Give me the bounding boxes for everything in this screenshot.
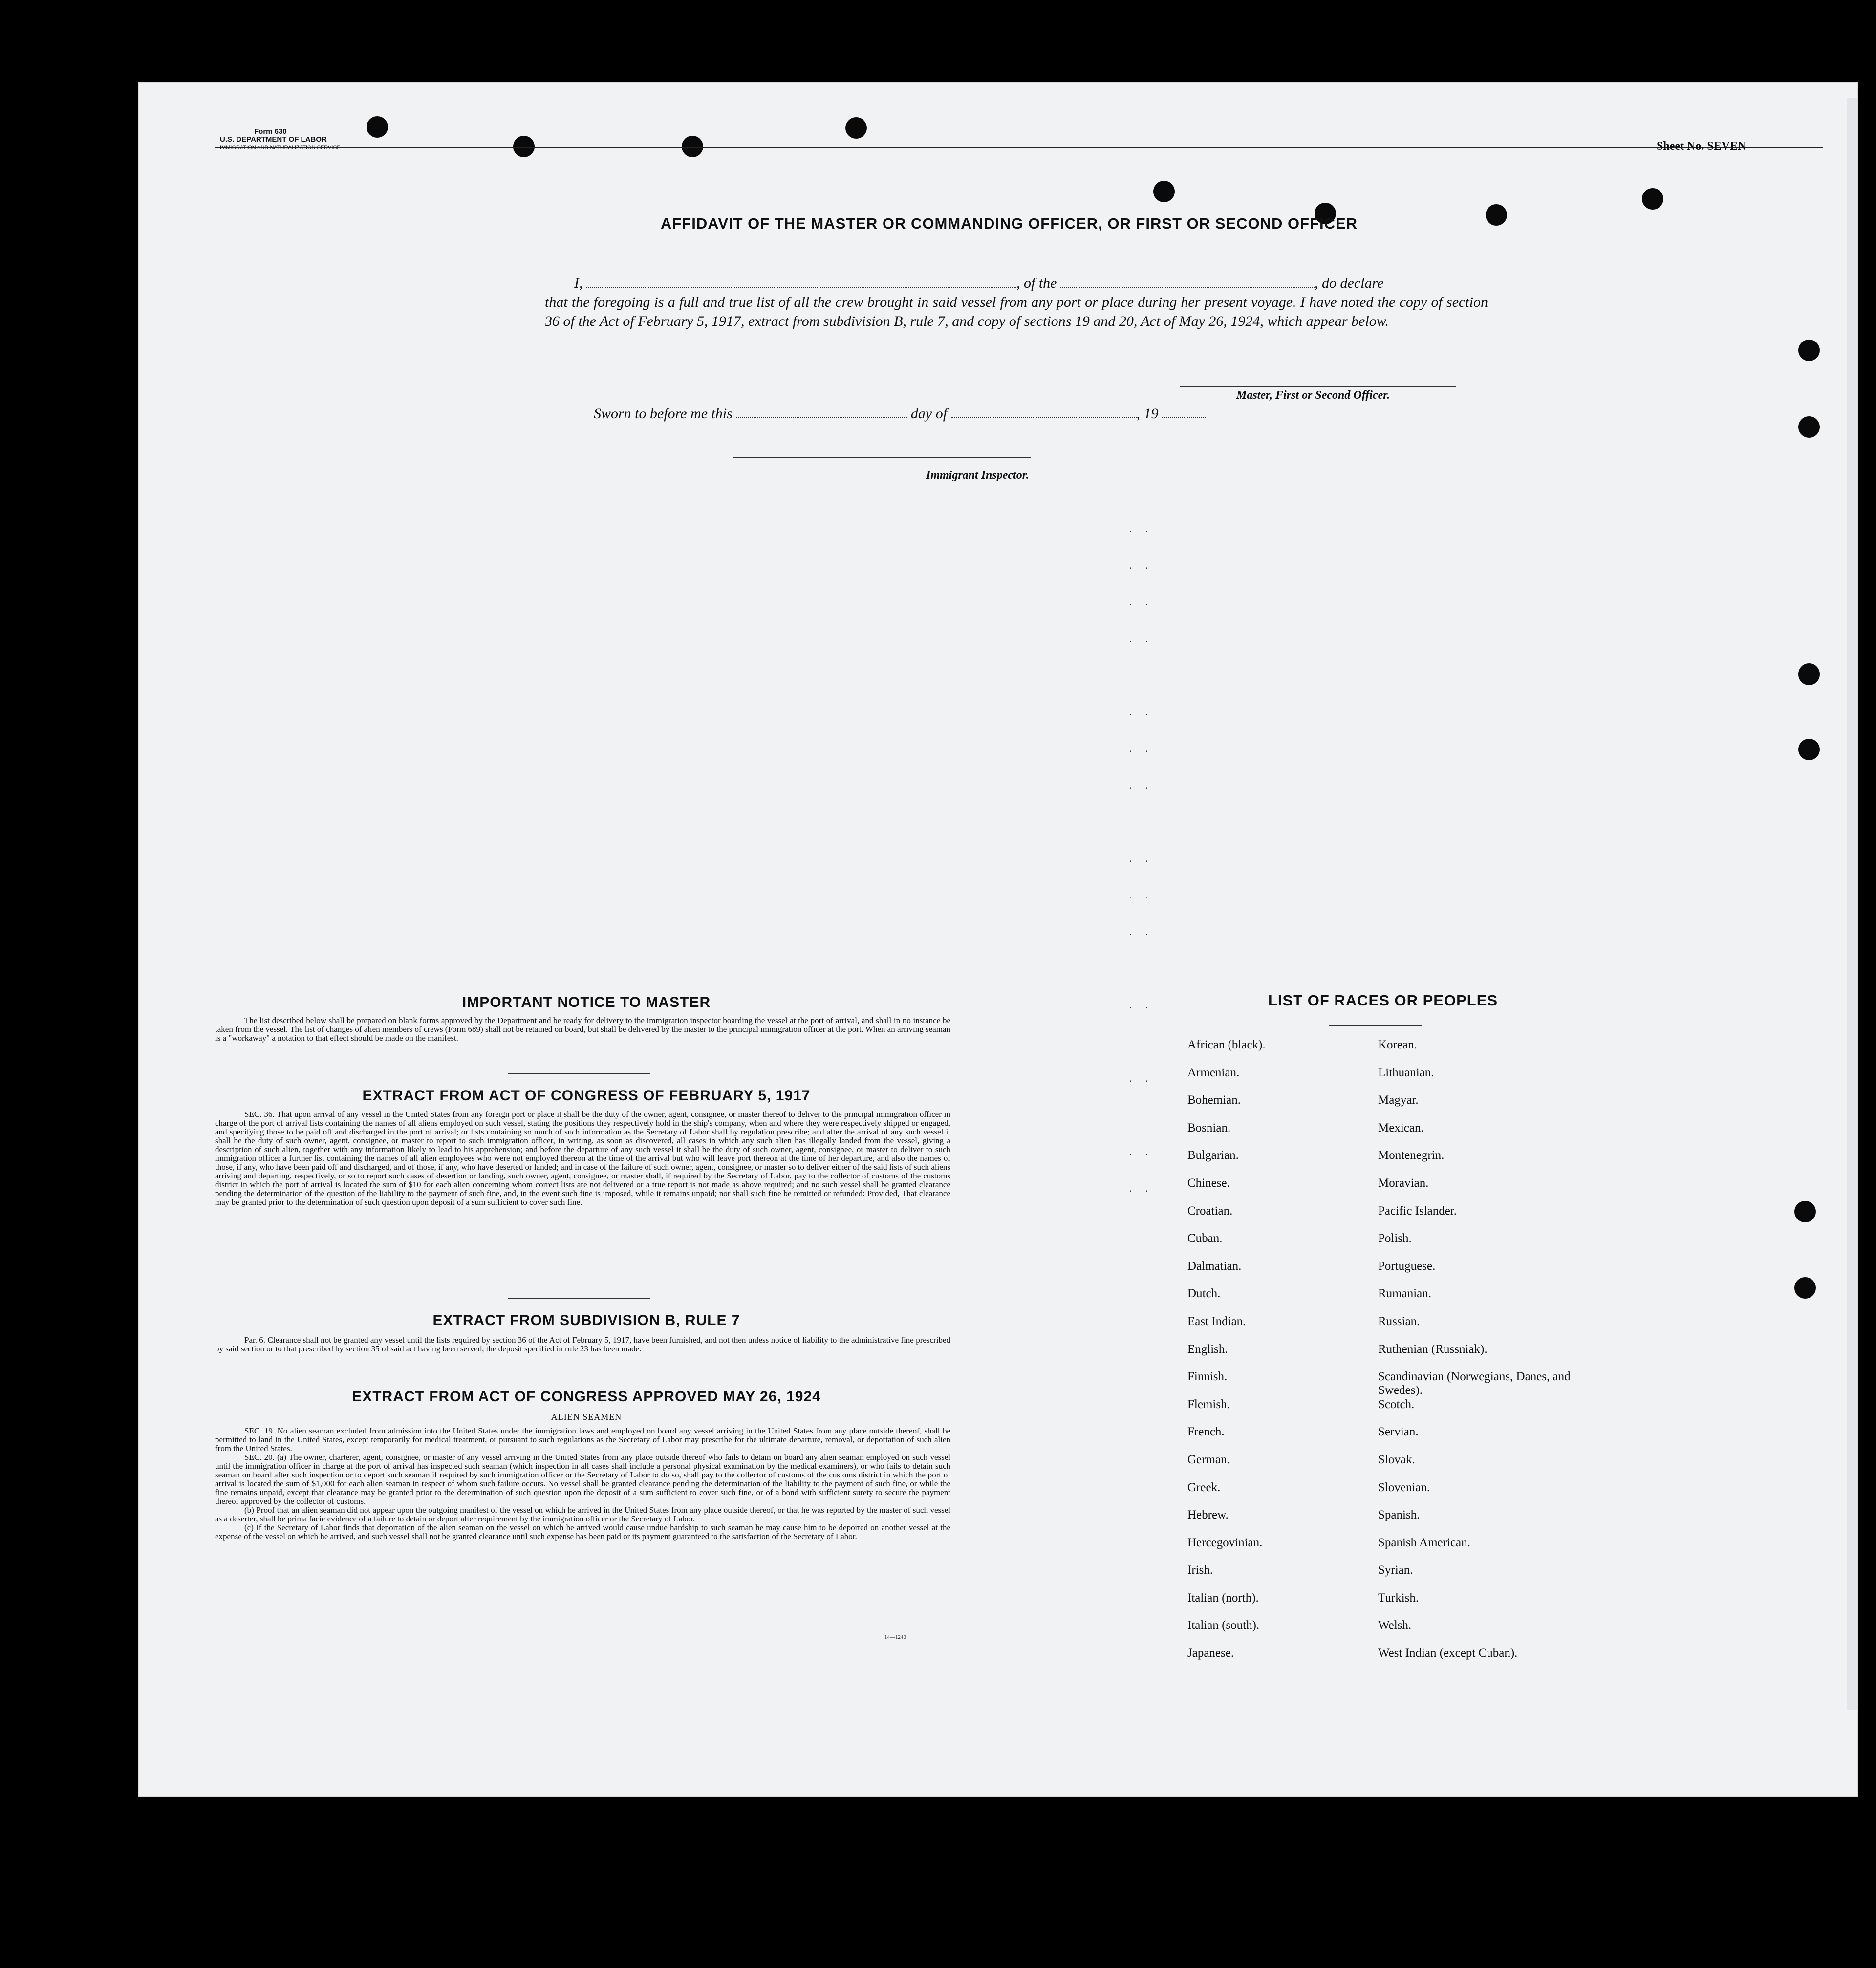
affidavit-body: that the foregoing is a full and true list of all the crew brought in said vessel from any port or place during her present voyage. I have noted the copy of section 36 of the Act of February 5, 1917, extract from subdivision B, rule 7, and copy of sections 19 and 20, Act of May 26, 1924, which appear below. <box>545 294 1488 329</box>
notice-title: IMPORTANT NOTICE TO MASTER <box>462 994 711 1010</box>
punch-hole <box>1798 739 1820 760</box>
affidavit-first-line <box>545 274 1488 293</box>
vessel-name-field[interactable] <box>1060 276 1315 288</box>
sworn-year-field[interactable] <box>1162 406 1206 418</box>
race-item: Cuban. <box>1187 1232 1223 1245</box>
section-divider <box>508 1298 650 1299</box>
races-right-column <box>1378 1038 1583 1674</box>
race-item: Italian (south). <box>1187 1619 1260 1632</box>
race-item: Bulgarian. <box>1187 1149 1239 1162</box>
race-item: Finnish. <box>1187 1370 1228 1384</box>
form-code: 14—1240 <box>884 1634 906 1640</box>
race-item: Moravian. <box>1378 1176 1429 1190</box>
inspector-caption: Immigrant Inspector. <box>926 469 1029 482</box>
race-item: French. <box>1187 1425 1225 1439</box>
header-rule <box>215 147 1823 148</box>
notice-paragraph: The list described below shall be prepared on blank forms approved by the Department and be ready for delivery to the immigration inspector boarding the vessel at the port of arrival, and shall in no instance be taken from the vessel. The list of changes of alien members of crews (Form 689) shall not be retained on board, but shall be delivered by the master to the principal immigration officer at the port. When an arriving seaman is a "workaway" a notation to that effect should be made on the manifest. <box>215 1016 950 1043</box>
race-item: Pacific Islander. <box>1378 1204 1457 1218</box>
punch-hole <box>1794 1277 1816 1299</box>
sworn-day-field[interactable] <box>736 406 907 418</box>
race-item: Korean. <box>1378 1038 1417 1051</box>
race-item: Hercegovinian. <box>1187 1536 1263 1549</box>
race-item: Irish. <box>1187 1563 1213 1577</box>
extract-1924-title: EXTRACT FROM ACT OF CONGRESS APPROVED MAY 26, 1924 <box>352 1389 821 1405</box>
race-item: Mexican. <box>1378 1121 1424 1134</box>
master-caption: Master, First or Second Officer. <box>1236 389 1390 402</box>
affidavit-title: AFFIDAVIT OF THE MASTER OR COMMANDING OFFICER, OR FIRST OR SECOND OFFICER <box>660 215 1358 232</box>
extract-1917-text <box>215 1110 950 1207</box>
race-item: African (black). <box>1187 1038 1266 1051</box>
race-item: Scotch. <box>1378 1397 1415 1411</box>
races-title: LIST OF RACES OR PEOPLES <box>1268 992 1498 1009</box>
extract-1917-paragraph: SEC. 36. That upon arrival of any vessel in the United States from any foreign port or place it shall be the duty of the owner, agent, consignee, or master thereof to deliver to the principal immigration officer in charge of the port of arrival lists containing the names of all aliens employed on such vessel, stating the positions they respectively hold in the ship's company, when and where they were respectively shipped or engaged, and specifying those to be paid off and discharged in the port of arrival; or lists containing so much of such information as the Secretary of Labor shall by regulation prescribe; and after the arrival of any such vessel it shall be the duty of such owner, agent, consignee, or master to report to such immigration officer, in writing, as soon as discovered, all cases in which any such alien has illegally landed from the vessel, giving a description of such alien, together with any information likely to lead to his apprehension; and before the departure of any such vessel it shall be the duty of such owner, agent, consignee, or master to deliver to such immigration officer a further list containing the names of all alien employees who were not employed thereon at the time of the arrival but who will leave port thereon at the time of her departure, and also the names of those, if any, who have been paid off and discharged, and of those, if any, who have deserted or landed; and in case of the failure of such owner, agent, consignee, or master so to deliver either of the said lists of such aliens arriving and departing, respectively, or so to report such cases of desertion or landing, such owner, agent, consignee, or master shall, if required by the Secretary of Labor, pay to the collector of customs of the customs district in which the port of arrival is located the sum of $10 for each alien concerning whom correct lists are not delivered or a true report is not made as above required; and no such vessel shall be granted clearance pending the determination of the question of the liability to the payment of such fine, and, in the event such fine is imposed, while it remains unpaid; nor shall such fine be remitted or refunded: Provided, That clearance may be granted prior to the determination of such question upon deposit of a sum sufficient to cover such fine. <box>215 1110 950 1207</box>
races-divider <box>1329 1025 1422 1026</box>
race-item: Bosnian. <box>1187 1121 1231 1134</box>
affidavit-i: I, <box>574 275 583 291</box>
affidavit-of-the: , of the <box>1016 275 1057 291</box>
sheet-number <box>1657 140 1746 153</box>
race-item: Scandinavian (Norwegians, Danes, and Swedes). <box>1378 1370 1571 1397</box>
year-prefix: , 19 <box>1136 406 1159 422</box>
race-item: Italian (north). <box>1187 1591 1259 1604</box>
sec19-paragraph: SEC. 19. No alien seaman excluded from admission into the United States under the immigration laws and employed on board any vessel arriving in the United States from any place outside thereof, shall be permitted to land in the United States, except temporarily for medical treatment, or pursuant to such regulations as the Secretary of Labor may prescribe for the ultimate departure, removal, or deportation of such alien from the United States. <box>215 1426 950 1453</box>
section-divider <box>508 1073 650 1074</box>
race-item: Turkish. <box>1378 1591 1419 1604</box>
race-item: Spanish. <box>1378 1508 1420 1522</box>
punch-hole <box>1794 1201 1816 1222</box>
sworn-text: Sworn to before me this <box>594 406 733 422</box>
extract-rule7-title: EXTRACT FROM SUBDIVISION B, RULE 7 <box>432 1312 740 1328</box>
master-signature-line[interactable] <box>1180 386 1456 387</box>
affidavit-text <box>545 274 1488 331</box>
race-item: German. <box>1187 1453 1230 1466</box>
sworn-line <box>594 406 1206 422</box>
punch-hole <box>1798 663 1820 685</box>
race-item: Slovenian. <box>1378 1480 1430 1494</box>
affidavit-do-declare: , do declare <box>1315 275 1384 291</box>
race-item: Chinese. <box>1187 1176 1230 1190</box>
race-item: Polish. <box>1378 1232 1412 1245</box>
race-item: Dutch. <box>1187 1287 1221 1301</box>
punch-hole <box>1642 188 1663 210</box>
sheet-value: SEVEN <box>1707 140 1747 152</box>
punch-hole <box>367 116 388 138</box>
sheet-label: Sheet No. <box>1657 140 1704 152</box>
race-item: East Indian. <box>1187 1314 1246 1328</box>
race-item: Ruthenian (Russniak). <box>1378 1342 1488 1356</box>
sec20a-paragraph: SEC. 20. (a) The owner, charterer, agent, consignee, or master of any vessel arriving in the United States from any place outside thereof who fails to detain on board any alien seaman employed on such vessel until the immigration officer in charge at the port of arrival has inspected such seaman (which inspection in all cases shall include a personal physical examination by the medical examiners), or who fails to detain such seaman on board after such inspection or to deport such seaman if required by such immigration officer or the Secretary of Labor to do so, shall pay to the collector of customs of the customs district in which the port of arrival is located the sum of $1,000 for each alien seaman in respect of whom such failure occurs. No vessel shall be granted clearance pending the determination of the liability to the payment of such fine, or while the fine remains unpaid, except that clearance may be granted prior to the determination of such question upon the deposit of a sum sufficient to cover such fine, or of a bond with sufficient surety to secure the payment thereof approved by the collector of customs. <box>215 1453 950 1506</box>
notice-text <box>215 1016 950 1043</box>
alien-seamen-subtitle: ALIEN SEAMEN <box>551 1412 622 1422</box>
race-item: Servian. <box>1378 1425 1419 1439</box>
leader-dots: · · · · · · · · · · · · · · · · · · · · · · · · · · · · <box>1129 525 1154 1197</box>
sworn-month-field[interactable] <box>951 406 1137 418</box>
extract-rule7-text <box>215 1336 950 1353</box>
sec20c-paragraph: (c) If the Secretary of Labor finds that deportation of the alien seaman on the vessel on which he arrived would cause undue hardship to such seaman he may cause him to be deported on another vessel at the expense of the vessel on which he arrived, and such vessel shall not be granted clearance until such expense has been paid or its payment guaranteed to the satisfaction of the Secretary of Labor. <box>215 1523 950 1541</box>
races-left-column <box>1187 1038 1363 1674</box>
race-item: Flemish. <box>1187 1397 1230 1411</box>
race-item: Lithuanian. <box>1378 1066 1434 1079</box>
race-item: Dalmatian. <box>1187 1259 1242 1273</box>
race-item: Armenian. <box>1187 1066 1240 1079</box>
punch-hole <box>1798 416 1820 438</box>
race-item: English. <box>1187 1342 1228 1356</box>
race-item: Syrian. <box>1378 1563 1413 1577</box>
race-item: Hebrew. <box>1187 1508 1229 1522</box>
race-item: Montenegrin. <box>1378 1149 1445 1162</box>
race-item: Magyar. <box>1378 1093 1419 1107</box>
punch-hole <box>1486 204 1507 226</box>
inspector-signature-line[interactable] <box>733 457 1031 458</box>
department-name: U.S. DEPARTMENT OF LABOR <box>220 135 327 144</box>
race-item: Greek. <box>1187 1480 1221 1494</box>
race-item: Rumanian. <box>1378 1287 1432 1301</box>
punch-hole <box>845 117 867 139</box>
master-name-field[interactable] <box>586 276 1016 288</box>
race-item: Slovak. <box>1378 1453 1415 1466</box>
race-item: Croatian. <box>1187 1204 1233 1218</box>
day-of-text: day of <box>910 406 948 422</box>
extract-1924-text <box>215 1427 950 1541</box>
punch-hole <box>1798 340 1820 361</box>
race-item: West Indian (except Cuban). <box>1378 1647 1518 1660</box>
form-number: Form 630 <box>254 128 287 136</box>
punch-hole <box>1153 181 1175 202</box>
extract-1917-title: EXTRACT FROM ACT OF CONGRESS OF FEBRUARY 5, 1917 <box>362 1088 811 1104</box>
extract-rule7-paragraph: Par. 6. Clearance shall not be granted any vessel until the lists required by section 36 of the Act of February 5, 1917, have been furnished, and not then unless notice of liability to the administrative fine prescribed by said section or to that prescribed by section 35 of said act having been served, the deposit specified in rule 23 has been made. <box>215 1335 950 1353</box>
race-item: Russian. <box>1378 1314 1420 1328</box>
race-item: Spanish American. <box>1378 1536 1470 1549</box>
race-item: Portuguese. <box>1378 1259 1436 1273</box>
sec20b-paragraph: (b) Proof that an alien seaman did not appear upon the outgoing manifest of the vessel on which he arrived in the United States from any place outside thereof, or that he was reported by the master of such vessel as a deserter, shall be prima facie evidence of a failure to detain or deport after requirement by the immigration officer or the Secretary of Labor. <box>215 1505 950 1523</box>
race-item: Welsh. <box>1378 1619 1412 1632</box>
race-item: Japanese. <box>1187 1647 1234 1660</box>
sheet-edge <box>1847 98 1857 1710</box>
race-item: Bohemian. <box>1187 1093 1241 1107</box>
